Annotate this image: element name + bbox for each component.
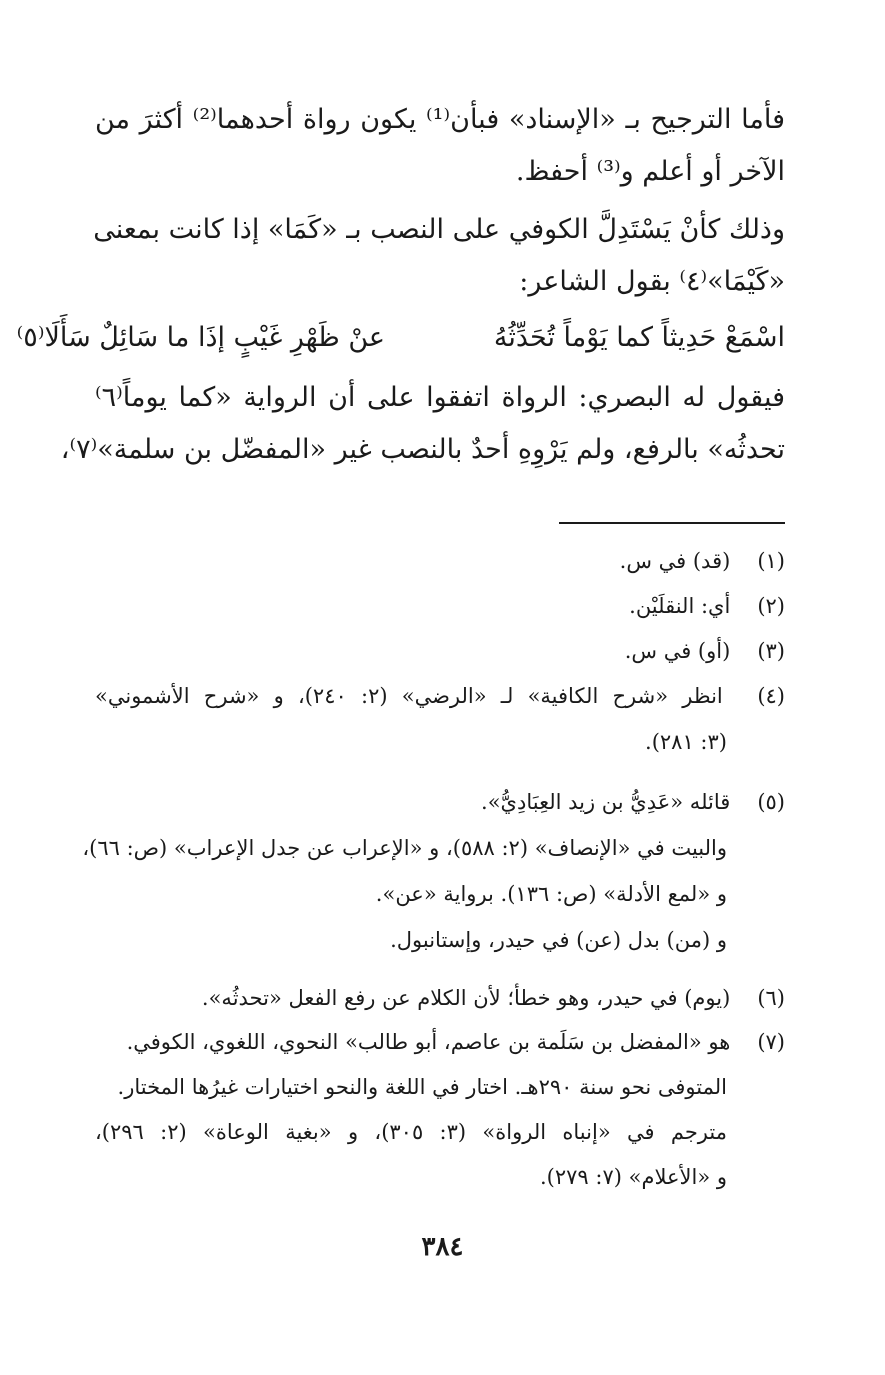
footnote-text: (يوم) في حيدر، وهو خطأ؛ لأن الكلام عن رفع الفعل «تحدثُه». — [201, 986, 731, 1010]
body-line-2: الآخر أو أعلم و⁽³⁾ أحفظ. — [515, 156, 785, 187]
footnote-5 — [95, 787, 785, 817]
footnote-4-continuation: (٣: ٢٨١). — [645, 730, 727, 754]
footnote-number: (٣) — [757, 639, 785, 663]
verse-hemistich-2: عنْ ظَهْرِ غَيْبٍ إذَا ما سَائِلٌ سَأَلَا⁽٥⁾ — [16, 322, 385, 353]
footnote-number: (٦) — [757, 986, 785, 1010]
footnote-separator — [559, 522, 785, 524]
body-line-3: وذلك كأنْ يَسْتَدِلَّ الكوفي على النصب بـ «كَمَا» إذا كانت بمعنى — [93, 214, 785, 245]
footnote-4 — [95, 681, 785, 711]
body-line-6: تحدثُه» بالرفع، ولم يَرْوِهِ أحدٌ بالنصب غير «المفضّل بن سلمة»⁽٧⁾، — [60, 434, 785, 465]
footnote-text: (أو) في س. — [624, 639, 731, 663]
body-line-1: فأما الترجيح بـ «الإسناد» فبأن⁽¹⁾ يكون رواة أحدهما⁽²⁾ أكثرَ من — [95, 104, 785, 135]
footnote-text: هو «المفضل بن سَلَمة بن عاصم، أبو طالب» النحوي، اللغوي، الكوفي. — [126, 1030, 731, 1054]
body-line-5: فيقول له البصري: الرواة اتفقوا على أن الرواية «كما يوماً⁽٦⁾ — [95, 382, 785, 413]
footnote-7-line-2: المتوفى نحو سنة ٢٩٠هـ. اختار في اللغة والنحو اختيارات غيرُها المختار. — [117, 1075, 727, 1099]
footnote-number: (٤) — [757, 684, 785, 708]
verse-hemistich-1: اسْمَعْ حَدِيثاً كما يَوْماً تُحَدِّثُهُ — [493, 322, 785, 353]
page-number: ٣٨٤ — [421, 1232, 464, 1262]
footnote-text: قائله «عَدِيُّ بن زيد العِبَادِيُّ». — [481, 790, 731, 814]
footnote-7 — [95, 1027, 785, 1057]
footnote-text: انظر «شرح الكافية» لـ «الرضي» (٢: ٢٤٠)، و «شرح الأشموني» — [95, 684, 723, 708]
body-line-4: «كَيْمَا»⁽٤⁾ بقول الشاعر: — [519, 266, 785, 297]
footnote-text: (قد) في س. — [619, 549, 731, 573]
footnote-5-line-4: و (من) بدل (عن) في حيدر، وإستانبول. — [390, 928, 727, 952]
footnote-number: (١) — [757, 549, 785, 573]
footnote-5-line-2: والبيت في «الإنصاف» (٢: ٥٨٨)، و «الإعراب عن جدل الإعراب» (ص: ٦٦)، — [82, 836, 727, 860]
footnote-number: (٧) — [757, 1030, 785, 1054]
footnote-3 — [95, 636, 785, 666]
footnote-2 — [95, 591, 785, 621]
footnote-number: (٢) — [757, 594, 785, 618]
footnote-5-line-3: و «لمع الأدلة» (ص: ١٣٦). برواية «عن». — [375, 882, 727, 906]
footnote-7-line-3: مترجم في «إنباه الرواة» (٣: ٣٠٥)، و «بغية الوعاة» (٢: ٢٩٦)، — [95, 1120, 727, 1144]
footnote-6 — [95, 983, 785, 1013]
footnote-text: أي: النقلَيْن. — [629, 594, 731, 618]
footnote-number: (٥) — [757, 790, 785, 814]
footnote-1 — [95, 546, 785, 576]
footnote-7-line-4: و «الأعلام» (٧: ٢٧٩). — [539, 1165, 727, 1189]
